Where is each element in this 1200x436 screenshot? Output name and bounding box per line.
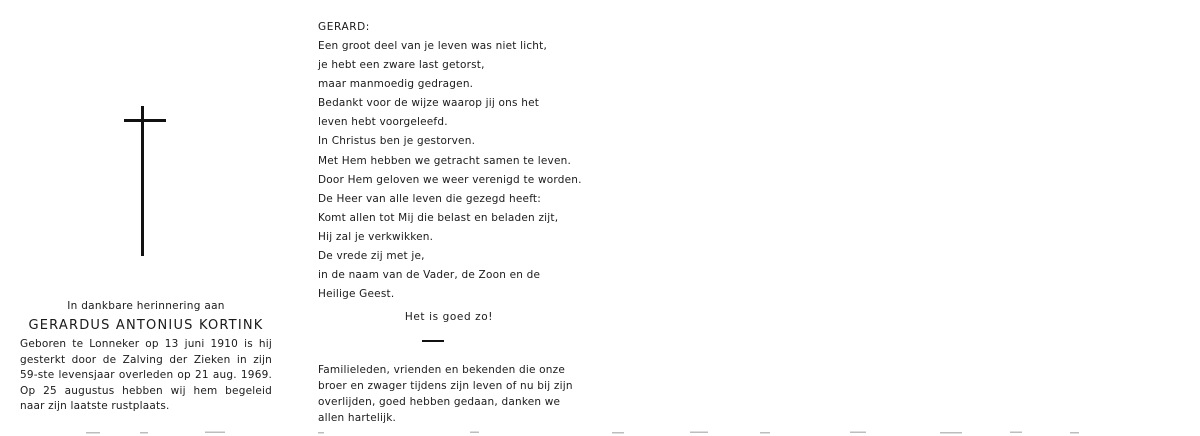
cross-vertical-bar [141,106,144,256]
scan-noise-decoration [0,428,1200,436]
poem-addressee: GERARD: [318,21,370,33]
poem-line: Heilige Geest. [318,288,395,301]
poem-line: In Christus ben je gestorven. [318,135,476,148]
poem-line: Komt allen tot Mij die belast en beladen zijt, [318,211,559,224]
poem-line: Met Hem hebben we getracht samen te leven. [318,154,571,167]
poem-line: De vrede zij met je, [318,250,425,263]
poem-line: Hij zal je verkwikken. [318,230,434,243]
thanks-text: Familieleden, vrienden en bekenden die onze broer en zwager tijdens zijn leven of nu bij zijn overlijden, goed hebben gedaan, danken we allen hartelijk. [318,364,573,424]
poem-line: Door Hem geloven we weer verenigd te worden. [318,173,582,186]
poem-line: De Heer van alle leven die gezegd heeft: [318,192,541,205]
poem [318,37,580,304]
in-memory-heading: In dankbare herinnering aan [67,300,225,312]
poem-line: leven hebt voorgeleefd. [318,116,448,129]
biography-text: Geboren te Lonneker op 13 juni 1910 is hij gesterkt door de Zalving der Zieken in zijn 59-ste levensjaar overleden op 21 aug. 1969. Op 25 augustus hebben wij hem begeleid naar zijn laatste rustplaats. [20,338,272,412]
poem-line: je hebt een zware last getorst, [318,59,485,72]
poem-line: Een groot deel van je leven was niet licht, [318,40,548,52]
cross-horizontal-bar [124,119,166,122]
deceased-name: GERARDUS ANTONIUS KORTINK [28,318,264,333]
poem-line: maar manmoedig gedragen. [318,78,474,91]
memorial-left-panel [20,297,272,415]
poem-line: in de naam van de Vader, de Zoon en de [318,269,541,282]
memorial-right-panel [318,17,580,427]
closing-line: Het is goed zo! [404,311,494,324]
poem-line: Bedankt voor de wijze waarop jij ons het [318,97,540,110]
divider-dash [422,340,444,342]
